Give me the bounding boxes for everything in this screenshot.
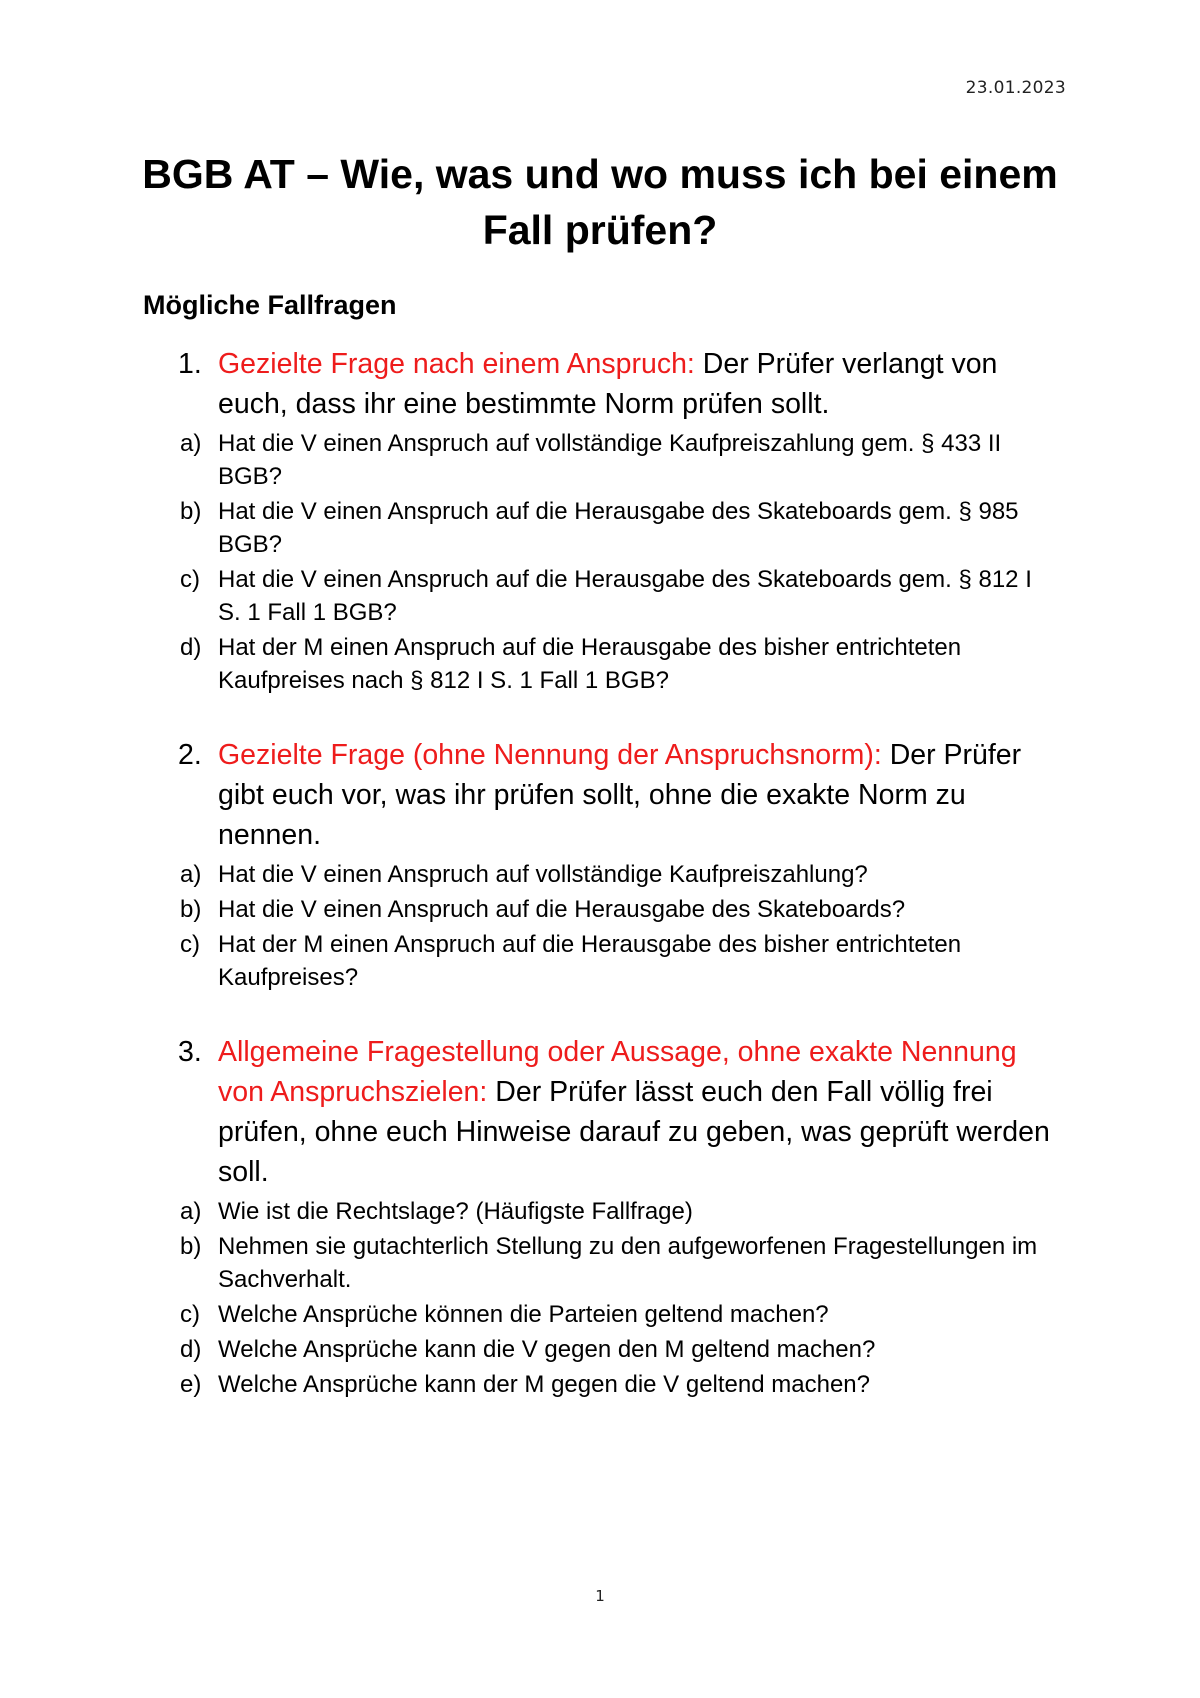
sub-question	[0, 1333, 1200, 1366]
sub-question-letter: a)	[180, 1198, 202, 1225]
sub-question-letter: c)	[180, 931, 200, 958]
sub-question-text: Wie ist die Rechtslage? (Häufigste Fallfrage)	[218, 1198, 693, 1225]
sub-question-text: Hat die V einen Anspruch auf vollständige Kaufpreiszahlung gem. § 433 II BGB?	[218, 430, 1002, 490]
sub-question-text: Welche Ansprüche können die Parteien geltend machen?	[218, 1301, 829, 1328]
question-number: 2.	[178, 739, 202, 771]
sub-question	[0, 1195, 1200, 1228]
sub-question-letter: c)	[180, 1301, 200, 1328]
sub-question	[0, 858, 1200, 891]
sub-question-text: Nehmen sie gutachterlich Stellung zu den aufgeworfenen Fragestellungen im Sachverhalt.	[218, 1233, 1038, 1293]
question-2	[0, 735, 1200, 855]
sub-question-text: Welche Ansprüche kann die V gegen den M geltend machen?	[218, 1336, 876, 1363]
question-number: 3.	[178, 1036, 202, 1068]
sub-question-letter: a)	[180, 861, 202, 888]
question-highlight: Gezielte Frage nach einem Anspruch:	[218, 348, 695, 380]
sub-question-letter: d)	[180, 1336, 202, 1363]
question-list	[0, 344, 1200, 1403]
sub-question-letter: b)	[180, 896, 202, 923]
sub-question-letter: c)	[180, 566, 200, 593]
sub-question	[0, 495, 1200, 561]
sub-question-text: Hat die V einen Anspruch auf die Herausgabe des Skateboards gem. § 812 I S. 1 Fall 1 BGB?	[218, 566, 1032, 626]
sub-question	[0, 893, 1200, 926]
question-3	[0, 1032, 1200, 1192]
sub-question	[0, 1298, 1200, 1331]
sub-question	[0, 928, 1200, 994]
sub-question-list	[0, 427, 1200, 697]
sub-question-list	[0, 1195, 1200, 1401]
sub-question	[0, 1230, 1200, 1296]
sub-question	[0, 631, 1200, 697]
sub-question-text: Welche Ansprüche kann der M gegen die V geltend machen?	[218, 1371, 870, 1398]
page-number: 1	[595, 1587, 605, 1605]
sub-question-text: Hat die V einen Anspruch auf die Herausgabe des Skateboards gem. § 985 BGB?	[218, 498, 1019, 558]
section-heading: Mögliche Fallfragen	[143, 290, 397, 320]
sub-question-text: Hat die V einen Anspruch auf vollständige Kaufpreiszahlung?	[218, 861, 868, 888]
sub-question	[0, 1368, 1200, 1401]
question-description: Der Prüfer gibt euch vor, was ihr prüfen sollt, ohne die exakte Norm zu nennen.	[218, 739, 1022, 851]
sub-question-list	[0, 858, 1200, 994]
sub-question-text: Hat der M einen Anspruch auf die Herausgabe des bisher entrichteten Kaufpreises nach § 812 I S. 1 Fall 1 BGB?	[218, 634, 962, 694]
sub-question	[0, 563, 1200, 629]
question-highlight: Allgemeine Fragestellung oder Aussage, ohne exakte Nennung von Anspruchszielen:	[218, 1036, 1017, 1108]
sub-question-letter: e)	[180, 1371, 202, 1398]
question-description: Der Prüfer lässt euch den Fall völlig frei prüfen, ohne euch Hinweise darauf zu geben, was geprüft werden soll.	[218, 1076, 1050, 1188]
sub-question-letter: d)	[180, 634, 202, 661]
question-block-1	[0, 344, 1200, 697]
sub-question-letter: b)	[180, 498, 202, 525]
page-title: BGB AT – Wie, was und wo muss ich bei einem Fall prüfen?	[142, 151, 1058, 253]
question-block-2	[0, 735, 1200, 994]
question-block-3	[0, 1032, 1200, 1401]
question-1	[0, 344, 1200, 424]
sub-question-letter: a)	[180, 430, 202, 457]
sub-question-letter: b)	[180, 1233, 202, 1260]
sub-question-text: Hat der M einen Anspruch auf die Herausgabe des bisher entrichteten Kaufpreises?	[218, 931, 962, 991]
question-number: 1.	[178, 348, 202, 380]
sub-question	[0, 427, 1200, 493]
question-highlight: Gezielte Frage (ohne Nennung der Anspruchsnorm):	[218, 739, 882, 771]
header-date: 23.01.2023	[965, 78, 1066, 98]
sub-question-text: Hat die V einen Anspruch auf die Herausgabe des Skateboards?	[218, 896, 906, 923]
question-description: Der Prüfer verlangt von euch, dass ihr eine bestimmte Norm prüfen sollt.	[218, 348, 998, 420]
